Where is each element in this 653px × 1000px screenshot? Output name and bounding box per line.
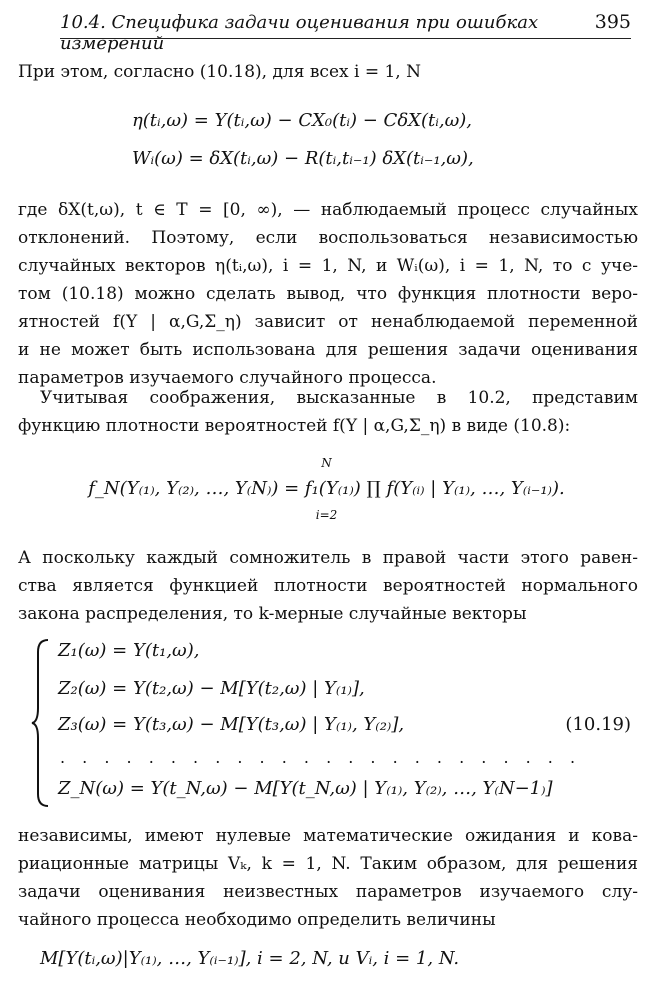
system-row-3: Z₃(ω) = Y(t₃,ω) − M[Y(t₃,ω) | Y₍₁₎, Y₍₂₎],: [58, 714, 405, 735]
system-ellipsis-row: . . . . . . . . . . . . . . . . . . . . . . . .: [60, 748, 582, 767]
intro-line: При этом, согласно (10.18), для всех i = 1, N: [18, 62, 421, 82]
paragraph-2: Учитывая соображения, высказанные в 10.2, представим функцию плотности вероятностей f(Y | α,G,Σ_η) в виде (10.8):: [18, 388, 638, 436]
system-row-1: Z₁(ω) = Y(t₁,ω),: [58, 640, 200, 661]
final-equation: M[Y(tᵢ,ω)|Y₍₁₎, …, Y₍ᵢ₋₁₎], i = 2, N, и Vᵢ, i = 1, N.: [40, 948, 460, 969]
equation-w: Wᵢ(ω) = δX(tᵢ,ω) − R(tᵢ,tᵢ₋₁) δX(tᵢ₋₁,ω),: [132, 148, 474, 169]
product-lower-limit: i=2: [315, 508, 338, 522]
equation-eta: η(tᵢ,ω) = Y(tᵢ,ω) − CX₀(tᵢ) − CδX(tᵢ,ω),: [132, 110, 472, 131]
running-header: [60, 6, 631, 54]
section-title: 10.4. Специфика задачи оценивания при ошибках измерений: [60, 12, 539, 54]
equation-number: (10.19): [565, 714, 631, 735]
left-brace: [30, 638, 52, 808]
paragraph-1: где δX(t,ω), t ∈ T = [0, ∞), — наблюдаемый процесс случайных отклонений. Поэтому, если воспользоваться независимостью случайных векторов η(tᵢ,ω), i = 1, N, и Wᵢ(ω), i = 1, N, то с уче- том (10.18) можно сделать вывод, что функция плотности веро- ятностей f(Y | α,G,Σ_η) зависит от ненаблюдаемой переменной и не может быть использована для решения задачи оценивания параметров изучаемого случайного процесса.: [18, 200, 638, 388]
equation-likelihood: f_N(Y₍₁₎, Y₍₂₎, …, Y₍N₎) = f₁(Y₍₁₎) ∏ f(Y₍ᵢ₎ | Y₍₁₎, …, Y₍ᵢ₋₁₎).: [88, 478, 565, 499]
product-upper-limit: N: [321, 456, 332, 470]
system-row-2: Z₂(ω) = Y(t₂,ω) − M[Y(t₂,ω) | Y₍₁₎],: [58, 678, 365, 699]
system-row-n: Z_N(ω) = Y(t_N,ω) − M[Y(t_N,ω) | Y₍₁₎, Y₍₂₎, …, Y₍N−1₎]: [58, 778, 553, 799]
paragraph-4: независимы, имеют нулевые математические ожидания и кова- риационные матрицы Vₖ, k = 1, N. Таким образом, для решения задачи оценивания неизвестных параметров изучаемого слу- чайного процесса необходимо определить величины: [18, 826, 638, 930]
paragraph-3: А поскольку каждый сомножитель в правой части этого равен- ства является функцией плотности вероятностей нормального закона распределения, то k-мерные случайные векторы: [18, 548, 638, 624]
page-number: 395: [594, 11, 631, 33]
